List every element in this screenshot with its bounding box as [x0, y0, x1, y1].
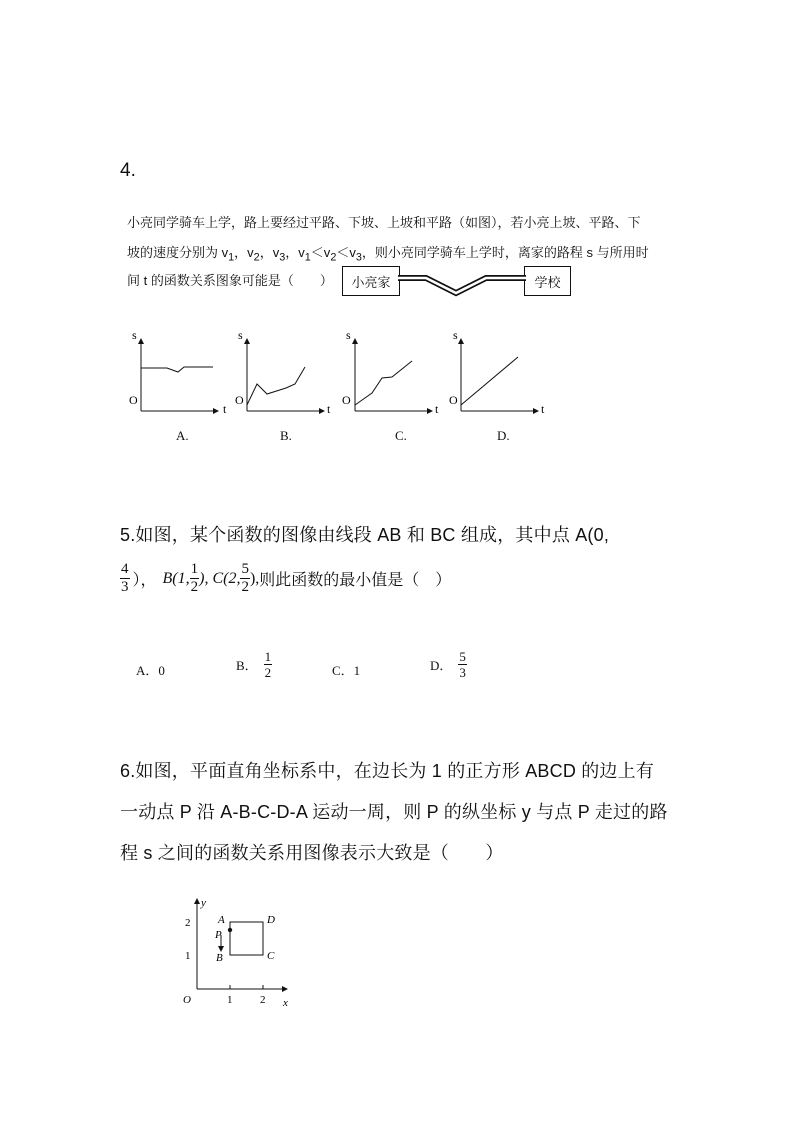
graph-a-origin: O: [129, 393, 138, 407]
graph-d-t-label: t: [541, 402, 545, 416]
q6-text-line3: 程 s 之间的函数关系用图像表示大致是（ ）: [120, 843, 504, 863]
graph-a-s-label: s: [132, 328, 137, 342]
q4-text-line1: 小亮同学骑车上学，路上要经过平路、下坡、上坡和平路（如图），若小亮上坡、平路、下: [127, 215, 641, 230]
q5-text-line1: 5.如图，某个函数的图像由线段 AB 和 BC 组成，其中点 A(0,: [120, 525, 610, 545]
q5-option-a[interactable]: A．0: [136, 663, 165, 678]
graph-d-s-label: s: [453, 328, 458, 342]
vertex-d-label: D: [267, 914, 275, 926]
graph-b: [235, 328, 331, 416]
graph-d-origin: O: [449, 393, 458, 407]
point-b-y-fraction: $\frac{1}{2}$: [190, 561, 199, 595]
square-coordinate-figure: [175, 893, 300, 1013]
graph-b-s-label: s: [238, 328, 243, 342]
fig-x-label: x: [283, 997, 288, 1009]
vertex-b-label: B: [216, 952, 223, 964]
question-4-number: 4.: [120, 160, 136, 181]
q4-option-c[interactable]: C.: [395, 428, 407, 443]
q4-text-line3: 间 t 的函数关系图象可能是（ ）: [127, 273, 333, 288]
q5-option-b[interactable]: B． $\frac{1}{2}$: [236, 649, 272, 680]
q5-option-c[interactable]: C．1: [332, 663, 361, 678]
q6-text-line2: 一动点 P 沿 A-B-C-D-A 运动一周，则 P 的纵坐标 y 与点 P 走过的路: [120, 802, 668, 822]
home-box: [342, 266, 400, 296]
school-box: [524, 266, 571, 296]
fig-ytick-1: 1: [185, 950, 191, 962]
fig-xtick-2: 2: [260, 994, 266, 1006]
point-c-y-fraction: $\frac{5}{2}$: [241, 561, 249, 595]
graph-c-t-label: t: [435, 402, 439, 416]
fig-origin: O: [183, 994, 191, 1006]
q4-option-d[interactable]: D.: [497, 428, 510, 443]
fig-y-label: y: [201, 897, 206, 909]
fig-ytick-2: 2: [185, 917, 191, 929]
q4-text-line2: 坡的速度分别为 $v_1$，$v_2$，$v_3$，$v_1<v_2<v_3$，则小亮同学骑车上学时，离家的路程 s 与所用时: [127, 245, 649, 264]
q5-text-line2: $\frac{4}{3}$ ）， B(1, $\frac{1}{2}$ ), C(2, $\frac{5}{2}$ ), 则此函数的最小值是（ ）: [121, 561, 452, 595]
graph-a-t-label: t: [223, 402, 227, 416]
graph-c-origin: O: [342, 393, 351, 407]
q4-option-a[interactable]: A.: [176, 428, 189, 443]
vertex-a-label: A: [218, 914, 225, 926]
q4-option-graphs: [120, 325, 570, 420]
q6-text-line1: 6.如图，平面直角坐标系中，在边长为 1 的正方形 ABCD 的边上有: [120, 761, 655, 781]
point-p-label: P: [215, 929, 222, 941]
home-label: 小亮家: [351, 274, 391, 290]
square-abcd: [230, 922, 263, 955]
road-diagram: [398, 268, 526, 300]
graph-a: [129, 328, 227, 416]
graph-b-t-label: t: [327, 402, 331, 416]
fig-xtick-1: 1: [227, 994, 233, 1006]
graph-c: [342, 328, 439, 416]
graph-b-origin: O: [235, 393, 244, 407]
graph-c-s-label: s: [346, 328, 351, 342]
vertex-c-label: C: [267, 950, 275, 962]
point-a-y-fraction: $\frac{4}{3}$: [121, 561, 129, 595]
point-p: [228, 928, 232, 932]
graph-d: [449, 328, 545, 416]
school-label: 学校: [534, 274, 561, 290]
q4-option-b[interactable]: B.: [280, 428, 292, 443]
q5-option-d[interactable]: D． $\frac{5}{3}$: [430, 649, 466, 680]
